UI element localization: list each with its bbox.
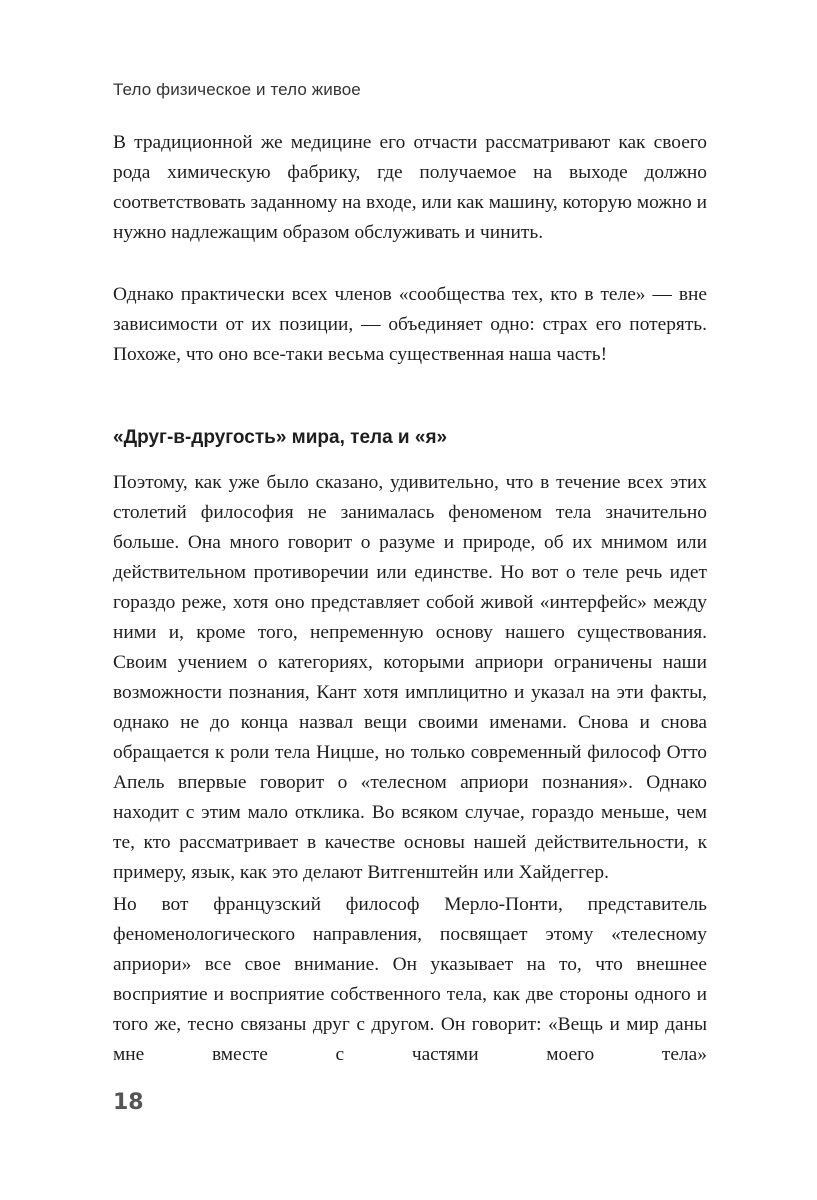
paragraph-3 [113,468,707,888]
paragraph-text: Но вот французский философ Мерло-Понти, представитель феноменологического направления, посвящает этому «телесному априори» все свое внимание. Он указывает на то, что внешнее восприятие и восприятие собственного тела, как две стороны одного и того же, тесно связаны друг с другом. Он говорит: «Вещь и мир даны мне вместе с частями моего тела» [113,894,707,1065]
running-header: Тело физическое и тело живое [113,80,361,99]
paragraph-text: В традиционной же медицине его отчасти рассматривают как своего рода химическую фабрику, где получаемое на выходе должно соответствовать заданному на входе, или как машину, которую можно и нужно надлежащим образом обслуживать и чинить. [113,132,708,243]
paragraph-1 [113,128,707,248]
section-heading: «Друг-в-другость» мира, тела и «я» [113,427,448,448]
paragraph-2 [113,280,707,370]
paragraph-4 [113,890,707,1070]
page-number: 18 [113,1090,144,1115]
paragraph-text: Однако практически всех членов «сообщества тех, кто в теле» — вне зависимости от их позиции, — объединяет одно: страх его потерять. Похоже, что оно все-таки весьма существенная наша часть! [113,284,707,365]
paragraph-text: Поэтому, как уже было сказано, удивительно, что в течение всех этих столетий философия не занималась феноменом тела значительно больше. Она много говорит о разуме и природе, об их мнимом или действительном противоречии или единстве. Но вот о теле речь идет гораздо реже, хотя оно представляет собой живой «интерфейс» между ними и, кроме того, непременную основу нашего существования. Своим учением о категориях, которыми априори ограничены наши возможности познания, Кант хотя имплицитно и указал на эти факты, однако не до конца назвал вещи своими именами. Снова и снова обращается к роли тела Ницше, но только современный философ Отто Апель впервые говорит о «телесном априори познания». Однако находит с этим мало отклика. Во всяком случае, гораздо меньше, чем те, кто рассматривает в качестве основы нашей действительности, к примеру, язык, как это делают Витгенштейн или Хайдеггер. [113,472,707,883]
